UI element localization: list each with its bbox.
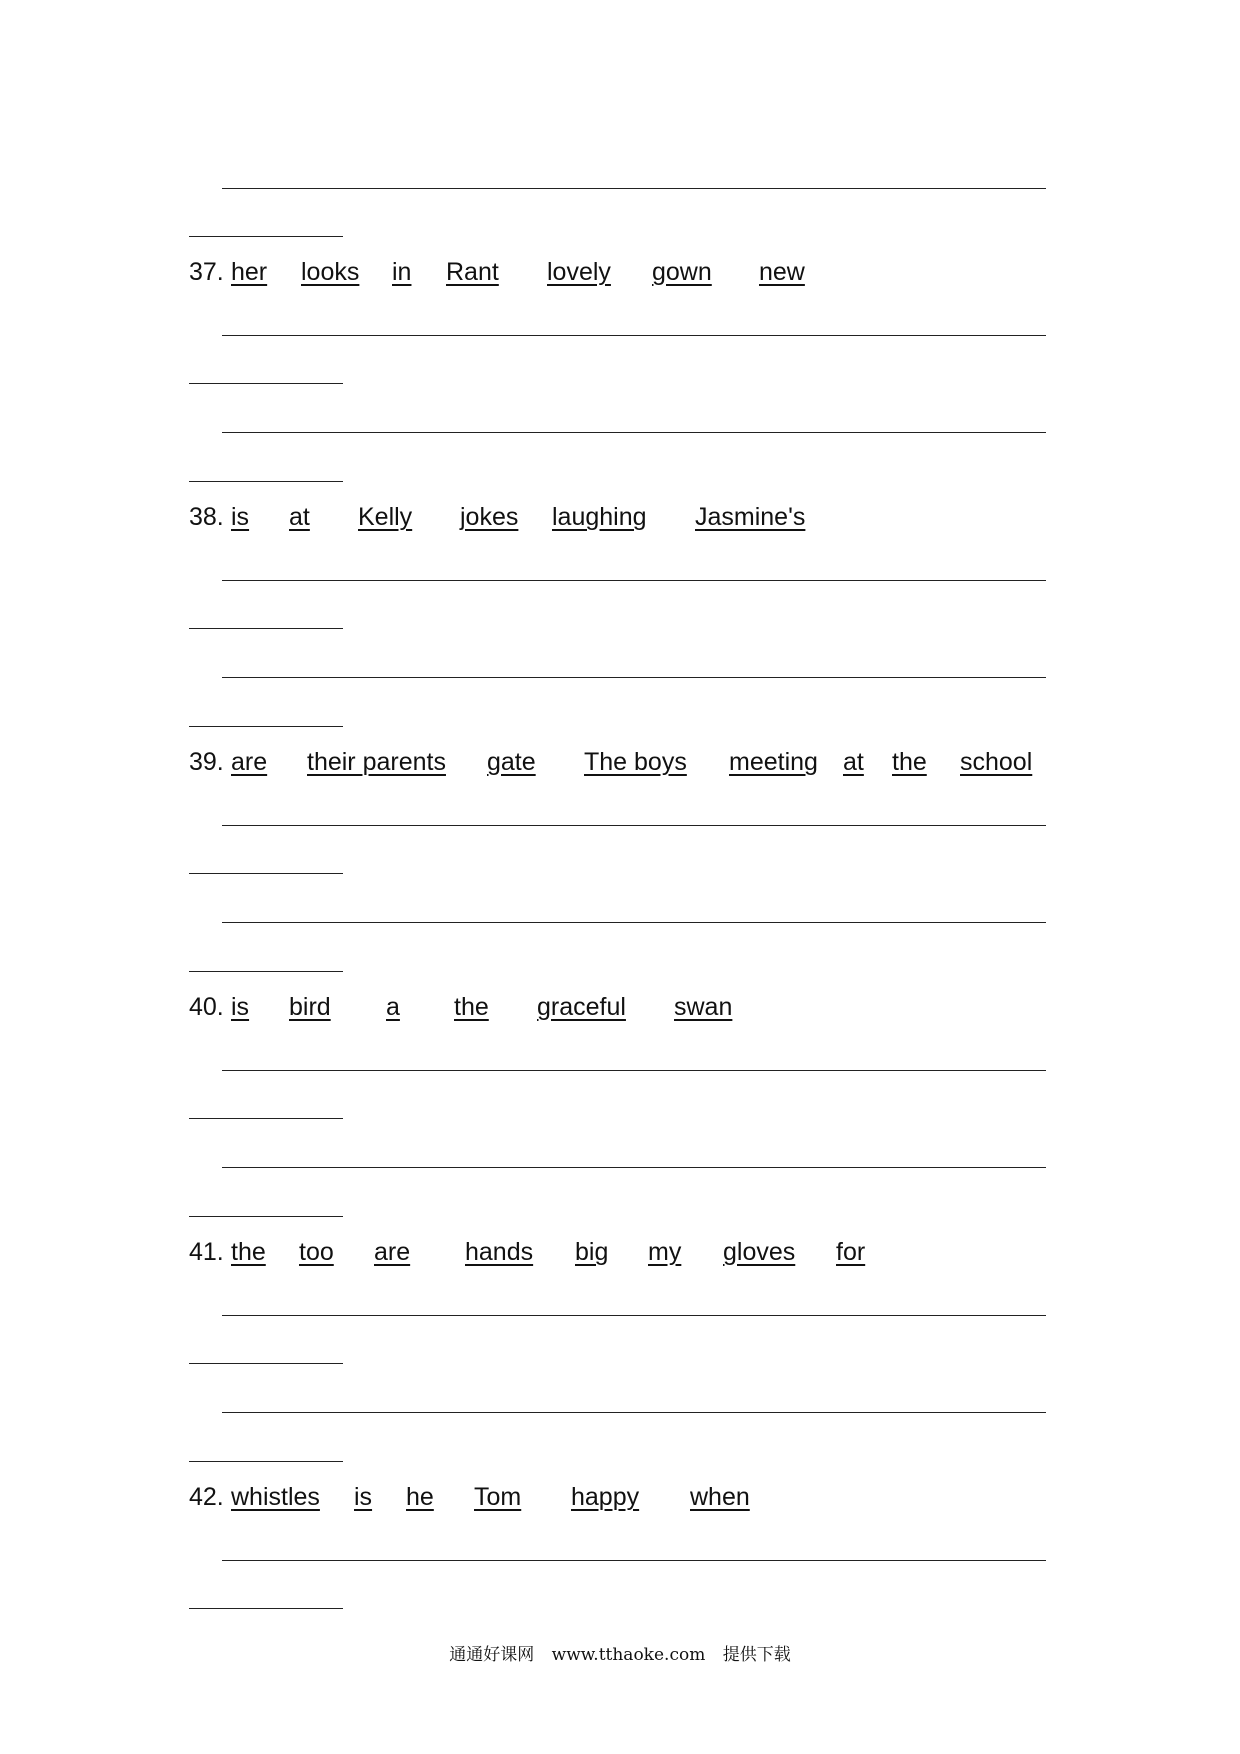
word-chip: jokes — [460, 503, 519, 531]
word-chip: are — [231, 748, 268, 776]
answer-line-tail[interactable] — [189, 873, 343, 874]
word-chip: in — [392, 258, 412, 286]
word-chip: hands — [465, 1238, 534, 1266]
answer-line-tail[interactable] — [189, 1608, 343, 1609]
answer-line-tail[interactable] — [189, 1461, 343, 1462]
word-chip: big — [575, 1238, 609, 1266]
word-chip: gown — [652, 258, 712, 286]
footer-site-name: 通通好课网 — [449, 1645, 535, 1665]
word-chip: bird — [289, 993, 331, 1021]
word-chip: he — [406, 1483, 434, 1511]
answer-line[interactable] — [222, 1412, 1046, 1413]
word-chip: graceful — [537, 993, 626, 1021]
page-footer — [0, 1640, 1240, 1665]
word-chip: when — [690, 1483, 750, 1511]
answer-line-tail[interactable] — [189, 628, 343, 629]
word-chip: swan — [674, 993, 733, 1021]
word-chip: her — [231, 258, 268, 286]
word-chip: gate — [487, 748, 536, 776]
answer-line[interactable] — [222, 1070, 1046, 1071]
answer-line-tail[interactable] — [189, 1118, 343, 1119]
question-number: 40. — [189, 993, 224, 1021]
question-number: 39. — [189, 748, 224, 776]
word-chip: looks — [301, 258, 360, 286]
word-chip: The boys — [584, 748, 687, 776]
word-chip: laughing — [552, 503, 647, 531]
answer-line[interactable] — [222, 1315, 1046, 1316]
word-chip: a — [386, 993, 400, 1021]
word-chip: new — [759, 258, 805, 286]
answer-line-tail[interactable] — [189, 1363, 343, 1364]
word-chip: at — [843, 748, 864, 776]
answer-line-tail[interactable] — [189, 726, 343, 727]
word-chip: Jasmine's — [695, 503, 806, 531]
answer-line[interactable] — [222, 1167, 1046, 1168]
question-number: 38. — [189, 503, 224, 531]
word-chip: is — [354, 1483, 373, 1511]
word-chip: for — [836, 1238, 866, 1266]
word-chip: the — [231, 1238, 266, 1266]
word-chip: too — [299, 1238, 334, 1266]
answer-line[interactable] — [222, 825, 1046, 826]
word-chip: the — [892, 748, 927, 776]
word-chip: their parents — [307, 748, 446, 776]
word-chip: meeting — [729, 748, 818, 776]
word-chip: is — [231, 503, 250, 531]
word-chip: gloves — [723, 1238, 796, 1266]
word-chip: lovely — [547, 258, 611, 286]
footer-url[interactable]: www.tthaoke.com — [551, 1645, 706, 1665]
word-chip: my — [648, 1238, 682, 1266]
answer-line[interactable] — [222, 922, 1046, 923]
word-chip: Kelly — [358, 503, 413, 531]
footer-suffix: 提供下载 — [722, 1645, 791, 1665]
answer-line[interactable] — [222, 677, 1046, 678]
word-chip: at — [289, 503, 310, 531]
question-number: 37. — [189, 258, 224, 286]
word-chip: happy — [571, 1483, 640, 1511]
word-chip: Tom — [474, 1483, 522, 1511]
word-chip: are — [374, 1238, 411, 1266]
answer-line[interactable] — [222, 432, 1046, 433]
answer-line-tail[interactable] — [189, 971, 343, 972]
word-chip: the — [454, 993, 489, 1021]
answer-line-tail[interactable] — [189, 1216, 343, 1217]
word-chip: whistles — [231, 1483, 320, 1511]
answer-line[interactable] — [222, 1560, 1046, 1561]
answer-line[interactable] — [222, 335, 1046, 336]
answer-line[interactable] — [222, 580, 1046, 581]
word-chip: school — [960, 748, 1033, 776]
question-number: 42. — [189, 1483, 224, 1511]
answer-line[interactable] — [222, 188, 1046, 189]
word-chip: Rant — [446, 258, 499, 286]
answer-line-tail[interactable] — [189, 236, 343, 237]
answer-line-tail[interactable] — [189, 481, 343, 482]
question-number: 41. — [189, 1238, 224, 1266]
word-chip: is — [231, 993, 250, 1021]
answer-line-tail[interactable] — [189, 383, 343, 384]
